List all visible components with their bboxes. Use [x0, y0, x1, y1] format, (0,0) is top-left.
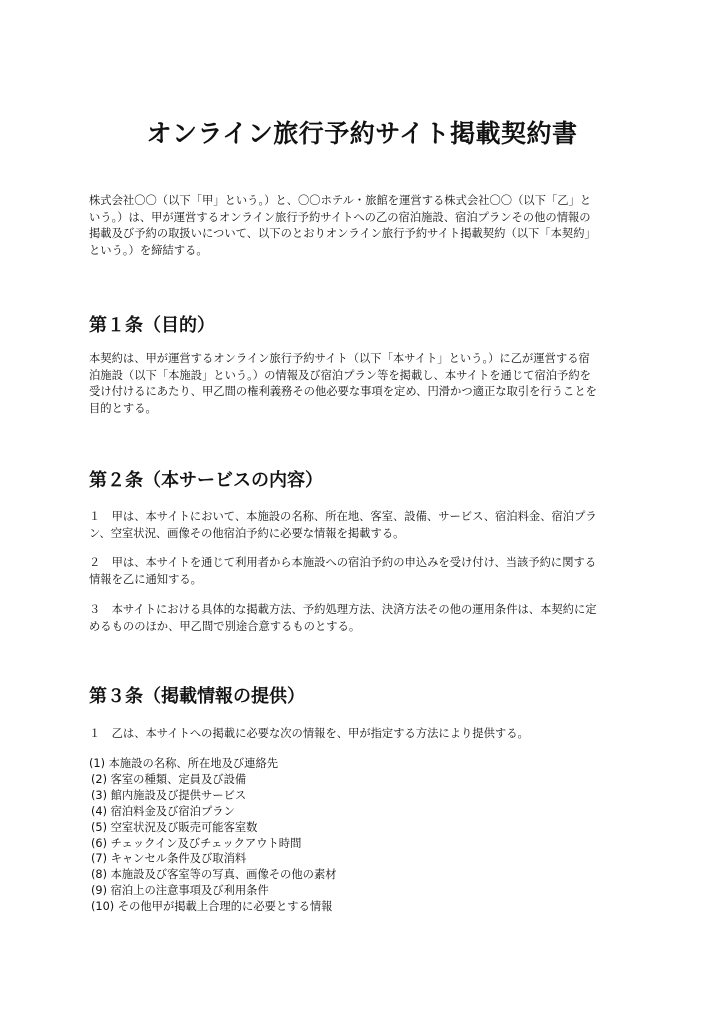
text-line: ３ 本サイトにおける具体的な掲載方法、予約処理方法、決済方法その他の運用条件は、本契約に定	[89, 603, 597, 616]
list-item: (3) 館内施設及び提供サービス	[91, 788, 247, 802]
article-3-heading: 第３条（掲載情報の提供）	[89, 686, 305, 707]
preamble-paragraph	[89, 193, 641, 259]
text-line: 目的とする。	[89, 401, 157, 415]
text-line: という。）を締結する。	[89, 243, 208, 257]
list-item: (10) その他甲が掲載上合理的に必要とする情報	[91, 900, 333, 914]
list-item: (4) 宿泊料金及び宿泊プラン	[91, 804, 235, 818]
text-line: 泊施設（以下「本施設」という。）の情報及び宿泊プラン等を掲載し、本サイトを通じて宿泊予約を	[89, 368, 591, 382]
article-3-paragraph-1	[89, 726, 641, 743]
list-item: (9) 宿泊上の注意事項及び利用条件	[91, 884, 269, 898]
list-item: (8) 本施設及び客室等の写真、画像その他の素材	[91, 868, 337, 882]
article-2-paragraph-2	[89, 555, 641, 588]
text-line: １ 乙は、本サイトへの掲載に必要な次の情報を、甲が指定する方法により提供する。	[89, 727, 529, 740]
article-1-paragraph	[89, 351, 641, 417]
text-line: ン、空室状況、画像その他宿泊予約に必要な情報を掲載する。	[89, 526, 405, 540]
text-line: めるもののほか、甲乙間で別途合意するものとする。	[89, 619, 361, 633]
text-line: 株式会社〇〇（以下「甲」という。）と、〇〇ホテル・旅館を運営する株式会社〇〇（以下「乙」と	[89, 194, 592, 207]
list-item: (2) 客室の種類、定員及び設備	[91, 772, 247, 786]
article-1-heading: 第１条（目的）	[89, 315, 215, 336]
article-2-paragraph-3	[89, 602, 641, 635]
article-2-paragraph-1	[89, 509, 641, 542]
text-line: １ 甲は、本サイトにおいて、本施設の名称、所在地、客室、設備、サービス、宿泊料金、宿泊プラ	[89, 510, 597, 523]
article-3-item-list	[89, 756, 337, 915]
list-item: (7) キャンセル条件及び取消料	[91, 852, 247, 866]
list-item: (1) 本施設の名称、所在地及び連絡先	[89, 757, 279, 770]
text-line: 情報を乙に通知する。	[89, 572, 202, 586]
list-item: (5) 空室状況及び販売可能客室数	[91, 820, 258, 834]
article-2-heading: 第２条（本サービスの内容）	[89, 470, 323, 491]
text-line: 本契約は、甲が運営するオンライン旅行予約サイト（以下「本サイト」という。）に乙が運営する宿	[89, 352, 590, 365]
text-line: いう。）は、甲が運営するオンライン旅行予約サイトへの乙の宿泊施設、宿泊プランその他の情報の	[89, 210, 591, 224]
list-item: (6) チェックイン及びチェックアウト時間	[91, 836, 302, 850]
text-line: 掲載及び予約の取扱いについて、以下のとおりオンライン旅行予約サイト掲載契約（以下「本契約」	[89, 227, 596, 240]
text-line: 受け付けるにあたり、甲乙間の権利義務その他必要な事項を定め、円滑かつ適正な取引を行うことを	[89, 385, 597, 398]
document-title: オンライン旅行予約サイト掲載契約書	[146, 119, 578, 148]
text-line: ２ 甲は、本サイトを通じて利用者から本施設への宿泊予約の申込みを受け付け、当該予約に関する	[89, 556, 597, 569]
